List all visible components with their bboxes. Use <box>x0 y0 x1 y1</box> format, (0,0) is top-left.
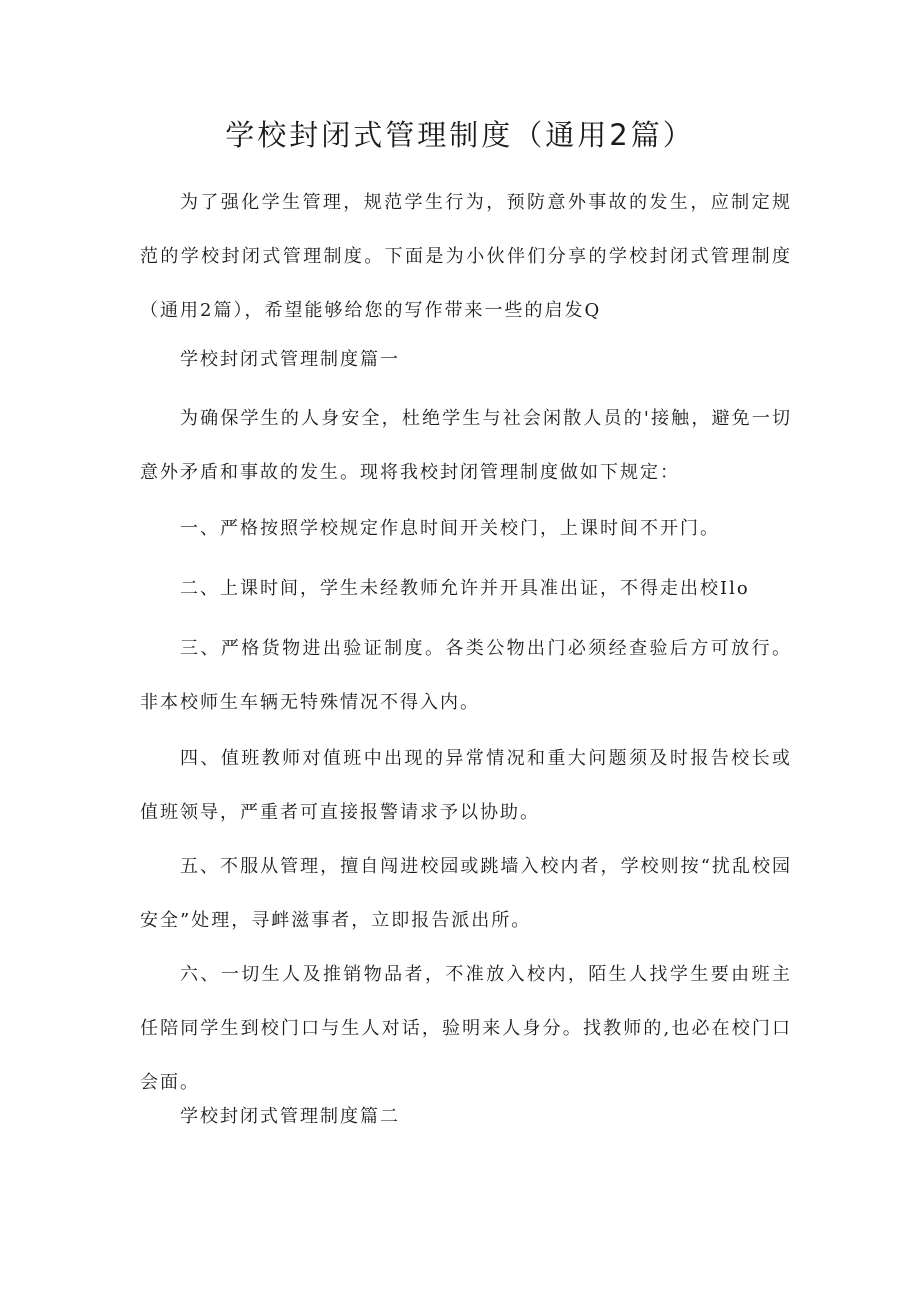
intro-paragraph: 为了强化学生管理，规范学生行为，预防意外事故的发生，应制定规范的学校封闭式管理制度。下面是为小伙伴们分享的学校封闭式管理制度（通用2篇），希望能够给您的写作带来一些的启发Q <box>140 192 792 321</box>
section-heading-2: 学校封闭式管理制度篇二 <box>180 1106 400 1127</box>
document-title: 学校封闭式管理制度（通用2篇） <box>225 118 695 152</box>
rule-paragraph-1: 一、严格按照学校规定作息时间开关校门，上课时间不开门。 <box>180 518 720 539</box>
section1-intro-paragraph: 为确保学生的人身安全，杜绝学生与社会闲散人员的'接触，避免一切意外矛盾和事故的发生。现将我校封闭管理制度做如下规定： <box>140 408 792 483</box>
rule-paragraph-6: 六、一切生人及推销物品者，不准放入校内，陌生人找学生要由班主任陪同学生到校门口与生人对话，验明来人身分。找教师的,也必在校门口会面。 <box>140 964 792 1093</box>
section-heading-1: 学校封闭式管理制度篇一 <box>180 349 400 370</box>
rule-paragraph-3: 三、严格货物进出验证制度。各类公物出门必须经查验后方可放行。非本校师生车辆无特殊情况不得入内。 <box>140 638 792 713</box>
rule-paragraph-2: 二、上课时间，学生未经教师允许并开具准出证，不得走出校Ilo <box>180 578 750 599</box>
rule-paragraph-4: 四、值班教师对值班中出现的异常情况和重大问题须及时报告校长或值班领导，严重者可直接报警请求予以协助。 <box>140 748 792 823</box>
rule-paragraph-5: 五、不服从管理，擅自闯进校园或跳墙入校内者，学校则按“扰乱校园安全”处理，寻衅滋事者，立即报告派出所。 <box>140 856 792 931</box>
